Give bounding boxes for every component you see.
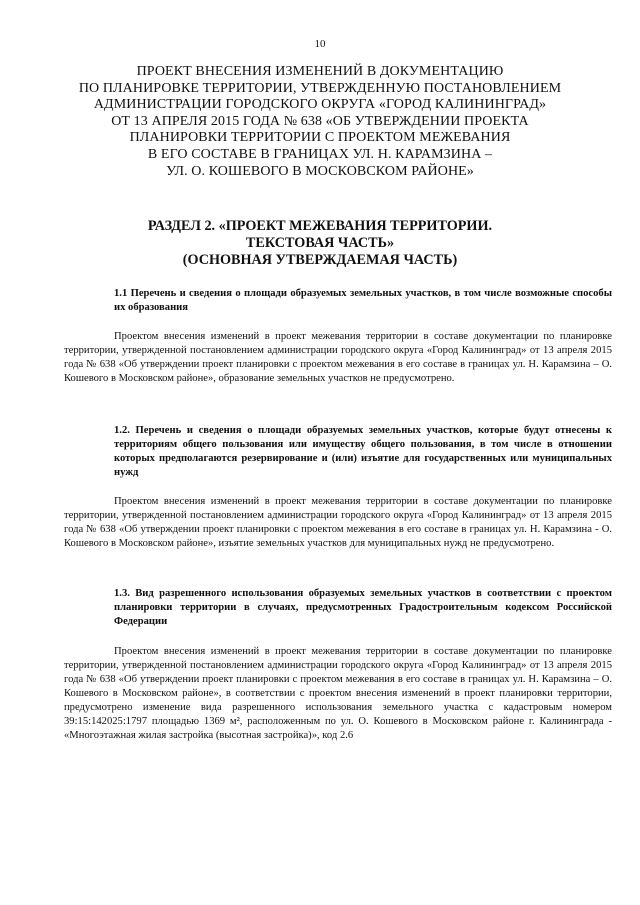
title-line: ПЛАНИРОВКИ ТЕРРИТОРИИ С ПРОЕКТОМ МЕЖЕВАНИЯ [129, 130, 511, 146]
title-line: ОТ 13 АПРЕЛЯ 2015 ГОДА № 638 «ОБ УТВЕРЖДЕНИИ ПРОЕКТА [111, 113, 529, 129]
document-title [40, 64, 600, 180]
title-line: В ЕГО СОСТАВЕ В ГРАНИЦАХ УЛ. Н. КАРАМЗИНА – [147, 146, 493, 162]
subsection-heading: 1.1 Перечень и сведения о площади образуемых земельных участков, в том числе возможные способы их образования [114, 288, 612, 313]
subsection-1-2-body [64, 495, 612, 551]
title-line: АДМИНИСТРАЦИИ ГОРОДСКОГО ОКРУГА «ГОРОД КАЛИНИНГРАД» [93, 97, 547, 113]
title-line: УЛ. О. КОШЕВОГО В МОСКОВСКОМ РАЙОНЕ» [166, 163, 474, 179]
section-line: ТЕКСТОВАЯ ЧАСТЬ» [245, 235, 395, 251]
section-heading [40, 218, 600, 269]
page-number: 10 [314, 38, 326, 50]
body-paragraph: Проектом внесения изменений в проект межевания территории в составе документации по планировке территории, утвержденной постановлением администрации городского округа «Город Калининград» от 13 апреля 2015 года № 638 «Об утверждении проект планировки с проектом межевания в его составе в границах ул. Н. Карамзина – О. Кошевого в Московском районе», образование земельных участков не предусмотрено. [64, 331, 612, 384]
section-line: РАЗДЕЛ 2. «ПРОЕКТ МЕЖЕВАНИЯ ТЕРРИТОРИИ. [147, 218, 493, 234]
subsection-1-2 [64, 424, 612, 480]
body-paragraph: Проектом внесения изменений в проект межевания территории в составе документации по планировке территории, утвержденной постановлением администрации городского округа «Город Калининград» от 13 апреля 2015 года № 638 «Об утверждении проект планировки с проектом межевания в его составе в границах ул. Н. Карамзина - О. Кошевого в Московском районе», изъятие земельных участков для муниципальных нужд не предусмотрено. [64, 496, 612, 549]
subsection-1-1-body [64, 330, 612, 386]
subsection-heading: 1.2. Перечень и сведения о площади образуемых земельных участков, которые будут отнесены к территориям общего пользования или имуществу общего пользования, в том числе в отношении которых предполагаются резервирование и (или) изъятие для государственных или муниципальных нужд [114, 425, 612, 478]
body-paragraph: Проектом внесения изменений в проект межевания территории в составе документации по планировке территории, утвержденной постановлением администрации городского округа «Город Калининград» от 13 апреля 2015 года № 638 «Об утверждении проект планировки с проектом межевания в его составе в границах ул. Н. Карамзина – О. Кошевого в Московском районе», в соответствии с проектом внесения изменений в проект планировки территории, предусмотрено изменение вида разрешенного использования земельного участка с кадастровым номером 39:15:142025:1797 площадью 1369 м², расположенным по ул. О. Кошевого в Московском районе г. Калининграда - «Многоэтажная жилая застройка (высотная застройка)», код 2.6 [64, 646, 612, 741]
title-line: ПО ПЛАНИРОВКЕ ТЕРРИТОРИИ, УТВЕРЖДЕННУЮ ПОСТАНОВЛЕНИЕМ [78, 80, 562, 96]
title-line: ПРОЕКТ ВНЕСЕНИЯ ИЗМЕНЕНИЙ В ДОКУМЕНТАЦИЮ [136, 64, 504, 79]
subsection-1-3-body [64, 645, 612, 743]
subsection-1-3 [64, 587, 612, 629]
subsection-1-1 [64, 287, 612, 315]
section-line: (ОСНОВНАЯ УТВЕРЖДАЕМАЯ ЧАСТЬ) [182, 252, 458, 268]
subsection-heading: 1.3. Вид разрешенного использования образуемых земельных участков в соответствии с проектом планировки территории в случаях, предусмотренных Градостроительным кодексом Российской Федерации [114, 588, 612, 627]
